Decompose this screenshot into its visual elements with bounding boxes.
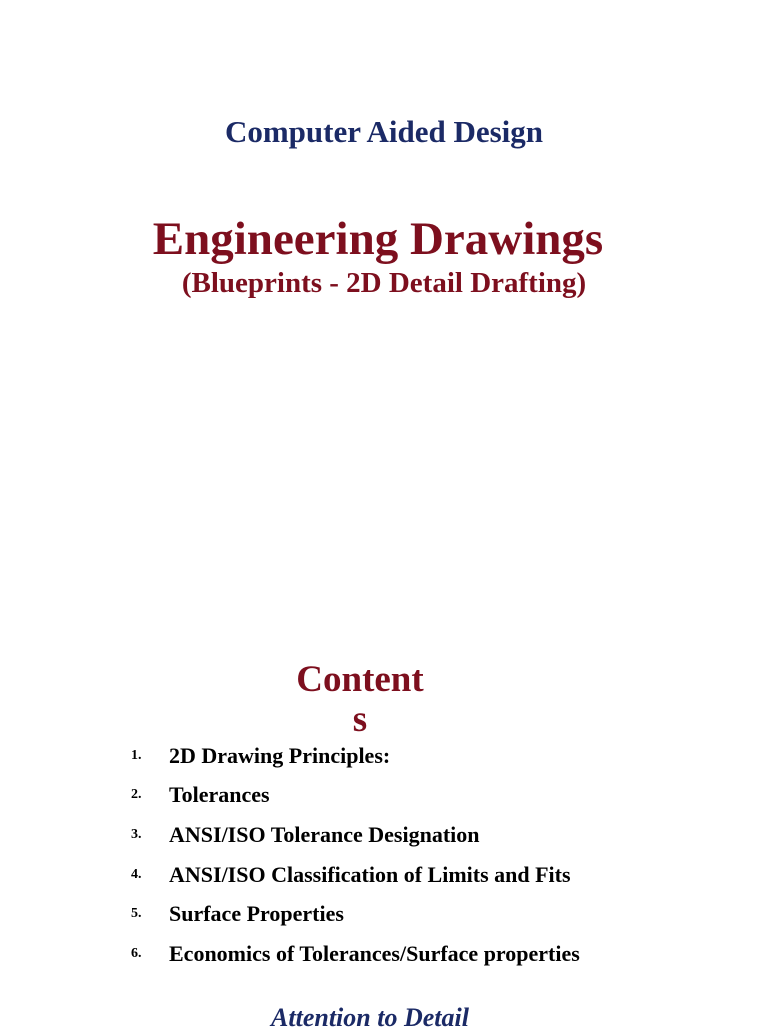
list-item-label: Economics of Tolerances/Surface properties	[169, 940, 580, 966]
list-item-label: Tolerances	[169, 782, 270, 808]
list-item-number: 5.	[131, 906, 142, 922]
list-item-label: 2D Drawing Principles:	[169, 742, 391, 768]
list-item-number: 1.	[131, 747, 142, 763]
list-item-label: Surface Properties	[169, 901, 344, 927]
list-item-number: 6.	[131, 945, 142, 961]
list-item-number: 3.	[131, 826, 142, 842]
list-item-label: ANSI/ISO Classification of Limits and Fits	[169, 861, 571, 887]
contents-heading: Contents	[296, 659, 424, 740]
footer-tagline: Attention to Detail	[271, 1003, 469, 1032]
course-subtitle: Computer Aided Design	[224, 114, 544, 149]
list-item-label: ANSI/ISO Tolerance Designation	[169, 821, 480, 847]
page-title: Engineering Drawings	[152, 213, 604, 265]
page-title-subheading: (Blueprints - 2D Detail Drafting)	[181, 267, 587, 299]
list-item-number: 2.	[131, 787, 142, 803]
list-item-number: 4.	[131, 866, 142, 882]
